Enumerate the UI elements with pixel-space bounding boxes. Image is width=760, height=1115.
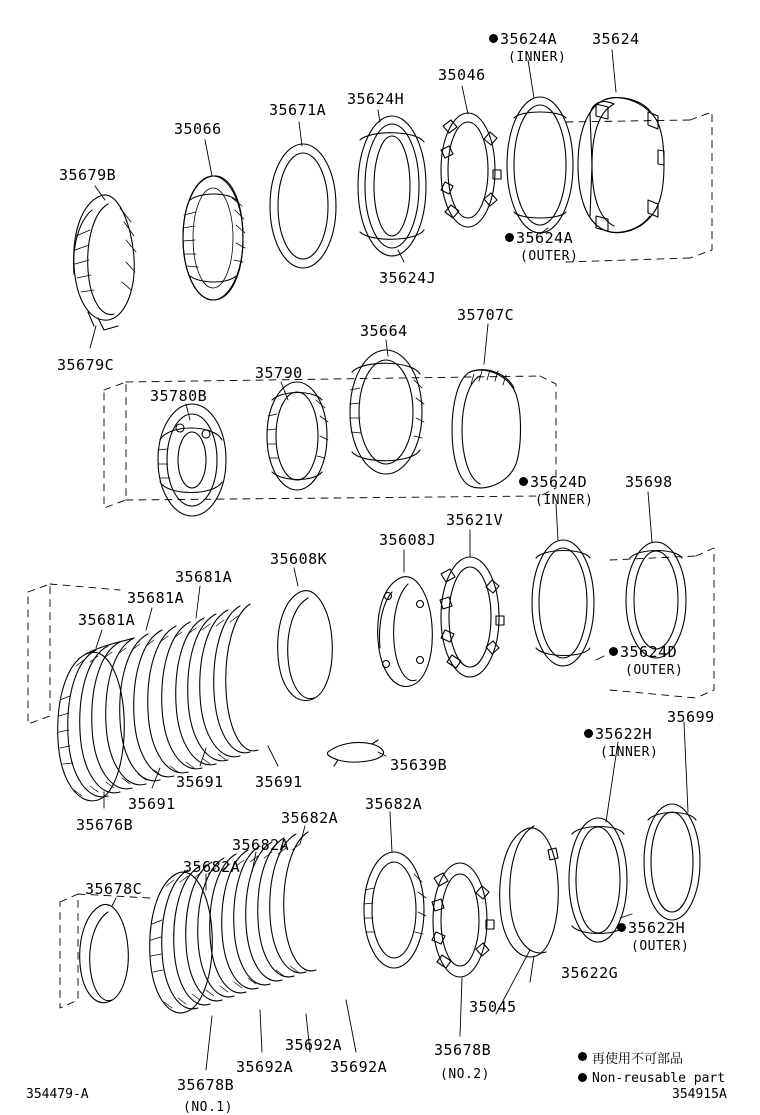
- part-label-35780b: [150, 389, 207, 405]
- part-number: 35608K: [270, 550, 328, 568]
- part-label-35624: [592, 32, 640, 48]
- part-label-35790: [255, 366, 303, 382]
- part-label-35691: [128, 797, 176, 813]
- part-number: 35692A: [236, 1058, 294, 1076]
- part-label-35046: [438, 68, 486, 84]
- part-label-qualifier: (INNER): [600, 745, 659, 760]
- part-number: 35691: [128, 795, 176, 813]
- part-label-35624h: [347, 92, 404, 108]
- part-label-qualifier: (INNER): [535, 493, 594, 508]
- part-label-qualifier: (NO.2): [440, 1067, 490, 1082]
- part-label-35707c: [457, 308, 514, 324]
- legend-label-jp: 再使用不可部品: [592, 1052, 684, 1067]
- part-number: 35622H: [628, 919, 686, 937]
- part-label-35624a: [505, 231, 573, 247]
- part-number: 35621V: [446, 511, 504, 529]
- part-label-35681a: [175, 570, 232, 586]
- part-label-35624d: [609, 645, 677, 661]
- non-reusable-dot-icon: [489, 34, 498, 43]
- part-label-35622h: [584, 727, 652, 743]
- part-number: 35699: [667, 708, 715, 726]
- part-number: 35066: [174, 120, 222, 138]
- non-reusable-dot-icon: [505, 233, 514, 242]
- legend-row-jp: [578, 1048, 725, 1067]
- part-label-35681a: [78, 613, 135, 629]
- part-number: 35622G: [561, 964, 619, 982]
- part-number: 35046: [438, 66, 486, 84]
- part-number: 35624D: [530, 473, 588, 491]
- part-label-35679c: [57, 358, 114, 374]
- drawing-number-left: 354479-A: [26, 1087, 89, 1102]
- part-label-35608k: [270, 552, 327, 568]
- non-reusable-dot-icon: [617, 923, 626, 932]
- part-number: 35681A: [175, 568, 233, 586]
- part-label-qualifier: (OUTER): [631, 939, 690, 954]
- part-label-35622h: [617, 921, 685, 937]
- part-label-35639b: [390, 758, 447, 774]
- legend-row-en: [578, 1071, 725, 1086]
- part-number: 35691: [255, 773, 303, 791]
- part-number: 35682A: [365, 795, 423, 813]
- part-number: 35692A: [330, 1058, 388, 1076]
- part-number: 35692A: [285, 1036, 343, 1054]
- part-number: 35622H: [595, 725, 653, 743]
- part-label-qualifier: (INNER): [508, 50, 567, 65]
- part-label-35692a: [330, 1060, 387, 1076]
- part-number: 35624D: [620, 643, 678, 661]
- part-label-35678b: [434, 1043, 491, 1059]
- part-number: 35679B: [59, 166, 117, 184]
- part-label-35698: [625, 475, 673, 491]
- part-label-35678c: [85, 882, 142, 898]
- part-number: 35698: [625, 473, 673, 491]
- part-label-35621v: [446, 513, 503, 529]
- part-number: 35624J: [379, 269, 437, 287]
- part-number: 35682A: [183, 858, 241, 876]
- part-label-35608j: [379, 533, 436, 549]
- part-label-35678b: [177, 1078, 234, 1094]
- part-number: 35639B: [390, 756, 448, 774]
- part-label-35691: [176, 775, 224, 791]
- part-number: 35624: [592, 30, 640, 48]
- part-number: 35624A: [516, 229, 574, 247]
- part-label-qualifier: (OUTER): [520, 249, 579, 264]
- non-reusable-dot-icon: [519, 477, 528, 486]
- part-number: 35679C: [57, 356, 115, 374]
- part-number: 35678B: [434, 1041, 492, 1059]
- part-number: 35707C: [457, 306, 515, 324]
- part-number: 35624A: [500, 30, 558, 48]
- part-label-qualifier: (NO.1): [183, 1100, 233, 1115]
- part-number: 35045: [469, 998, 517, 1016]
- part-label-35624j: [379, 271, 436, 287]
- part-label-35664: [360, 324, 408, 340]
- part-number: 35664: [360, 322, 408, 340]
- non-reusable-dot-icon: [584, 729, 593, 738]
- part-number: 35682A: [281, 809, 339, 827]
- part-number: 35676B: [76, 816, 134, 834]
- non-reusable-dot-icon: [578, 1052, 587, 1061]
- part-label-35699: [667, 710, 715, 726]
- part-label-35682a: [183, 860, 240, 876]
- part-label-35679b: [59, 168, 116, 184]
- part-label-35045: [469, 1000, 517, 1016]
- part-label-qualifier: (OUTER): [625, 663, 684, 678]
- part-label-35682a: [281, 811, 338, 827]
- part-number: 35780B: [150, 387, 208, 405]
- part-number: 35681A: [78, 611, 136, 629]
- part-number: 35678B: [177, 1076, 235, 1094]
- non-reusable-dot-icon: [609, 647, 618, 656]
- part-label-35681a: [127, 591, 184, 607]
- part-number: 35691: [176, 773, 224, 791]
- part-label-35682a: [232, 838, 289, 854]
- part-label-35692a: [285, 1038, 342, 1054]
- drawing-number-right: 354915A: [672, 1087, 727, 1102]
- part-label-35682a: [365, 797, 422, 813]
- part-label-35066: [174, 122, 222, 138]
- part-number: 35790: [255, 364, 303, 382]
- part-number: 35608J: [379, 531, 437, 549]
- part-label-35624d: [519, 475, 587, 491]
- part-label-35671a: [269, 103, 326, 119]
- non-reusable-dot-icon: [578, 1073, 587, 1082]
- part-number: 35671A: [269, 101, 327, 119]
- part-label-35676b: [76, 818, 133, 834]
- part-label-35624a: [489, 32, 557, 48]
- legend: [578, 1048, 725, 1090]
- part-number: 35624H: [347, 90, 405, 108]
- part-number: 35678C: [85, 880, 143, 898]
- legend-label-en: Non-reusable part: [592, 1071, 726, 1086]
- part-label-35622g: [561, 966, 618, 982]
- part-number: 35681A: [127, 589, 185, 607]
- part-number: 35682A: [232, 836, 290, 854]
- part-label-35691: [255, 775, 303, 791]
- part-label-35692a: [236, 1060, 293, 1076]
